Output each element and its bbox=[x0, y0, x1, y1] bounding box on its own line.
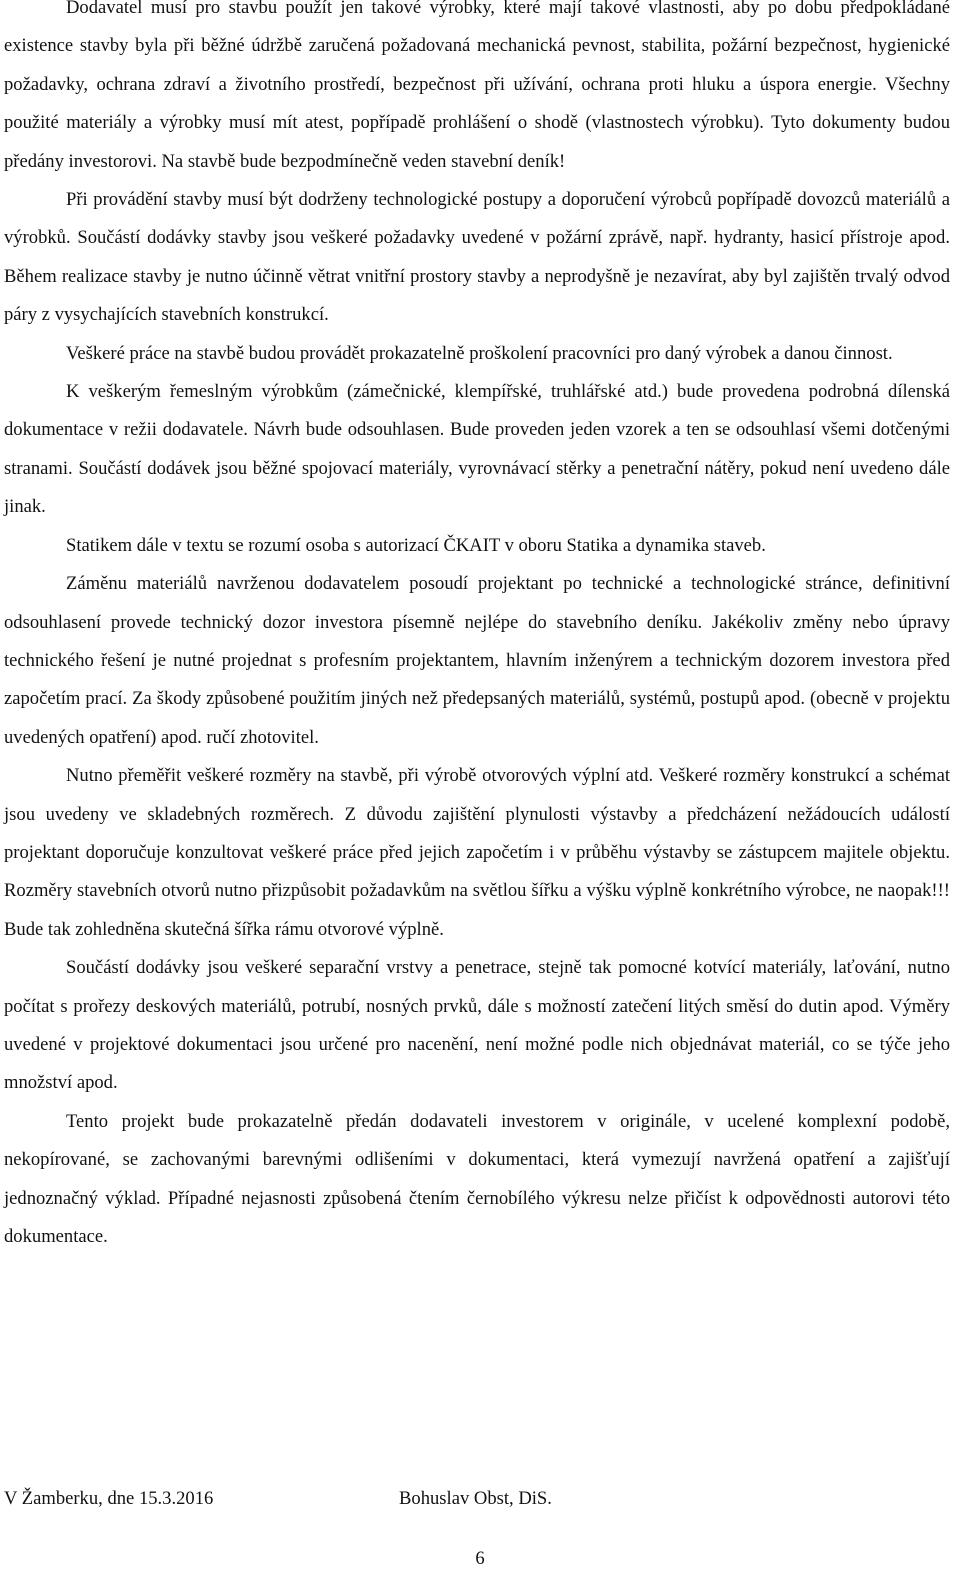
signature-row bbox=[4, 1482, 950, 1516]
paragraph-statics-definition: Statikem dále v textu se rozumí osoba s autorizací ČKAIT v oboru Statika a dynamika staveb. bbox=[66, 534, 766, 556]
paragraph-project-handover: Tento projekt bude prokazatelně předán dodavateli investorem v originále, v ucelené komplexní podobě, nekopírované, se zachovanými barevnými odlišeními v dokumentaci, která vymezují navržená opatření a zajišťují jednoznačný výklad. Případné nejasnosti způsobená čtením černobílého výkresu nelze přičíst k odpovědnosti autorovi této dokumentace. bbox=[4, 1110, 950, 1247]
place-and-date: V Žamberku, dne 15.3.2016 bbox=[4, 1488, 214, 1509]
author-name: Bohuslav Obst, DiS. bbox=[399, 1488, 552, 1509]
paragraph-trained-workers: Veškeré práce na stavbě budou provádět prokazatelně proškolení pracovníci pro daný výrobek a danou činnost. bbox=[66, 342, 893, 364]
page-number: 6 bbox=[475, 1548, 485, 1569]
paragraph-materials-requirements: Dodavatel musí pro stavbu použít jen takové výrobky, které mají takové vlastnosti, aby po dobu předpokládané existence stavby byla při běžné údržbě zaručená požadovaná mechanická pevnost, stabilita, požární bezpečnost, hygienické požadavky, ochrana zdraví a životního prostředí, bezpečnost při užívání, ochrana proti hluku a úspora energie. Všechny použité materiály a výrobky musí mít atest, popřípadě prohlášení o shodě (vlastnostech výrobku). Tyto dokumenty budou předány investorovi. Na stavbě bude bezpodmínečně veden stavební deník! bbox=[4, 0, 950, 172]
paragraph-separation-layers: Součástí dodávky jsou veškeré separační vrstvy a penetrace, stejně tak pomocné kotvící materiály, laťování, nutno počítat s prořezy deskových materiálů, potrubí, nosných prvků, dále s možností zatečení litých směsí do dutin apod. Výměry uvedené v projektové dokumentaci jsou určené pro nacenění, není možné podle nich objednávat materiál, co se týče jeho množství apod. bbox=[4, 957, 950, 1094]
paragraph-workshop-documentation: K veškerým řemeslným výrobkům (zámečnické, klempířské, truhlářské atd.) bude provedena podrobná dílenská dokumentace v režii dodavatele. Návrh bude odsouhlasen. Bude proveden jeden vzorek a ten se odsouhlasí všemi dotčenými stranami. Součástí dodávek jsou běžné spojovací materiály, vyrovnávací stěrky a penetrační nátěry, pokud není uvedeno dále jinak. bbox=[4, 381, 950, 518]
paragraph-dimension-verification: Nutno přeměřit veškeré rozměry na stavbě, při výrobě otvorových výplní atd. Veškeré rozměry konstrukcí a schémat jsou uvedeny ve skladebných rozměrech. Z důvodu zajištění plynulosti výstavby a předcházení nežádoucích událostí projektant doporučuje konzultovat veškeré práce před jejich započetím i v průběhu výstavby se zástupcem majitele objektu. Rozměry stavebních otvorů nutno přizpůsobit požadavkům na světlou šířku a výšku výplně konkrétního výrobce, ne naopak!!! Bude tak zohledněna skutečná šířka rámu otvorové výplně. bbox=[4, 765, 950, 940]
paragraph-technological-procedures: Při provádění stavby musí být dodrženy technologické postupy a doporučení výrobců popřípadě dovozců materiálů a výrobků. Součástí dodávky stavby jsou veškeré požadavky uvedené v požární zprávě, např. hydranty, hasicí přístroje apod. Během realizace stavby je nutno účinně větrat vnitřní prostory stavby a neprodyšně je nezavírat, aby byl zajištěn trvalý odvod páry z vysychajících stavebních konstrukcí. bbox=[4, 189, 950, 326]
paragraph-material-substitution: Záměnu materiálů navrženou dodavatelem posoudí projektant po technické a technologické stránce, definitivní odsouhlasení provede technický dozor investora písemně nejlépe do stavebního deníku. Jakékoliv změny nebo úpravy technického řešení je nutné projednat s profesním projektantem, hlavním inženýrem a technickým dozorem investora před započetím prací. Za škody způsobené použitím jiných než předepsaných materiálů, systémů, postupů apod. (obecně v projektu uvedených opatření) apod. ručí zhotovitel. bbox=[4, 573, 950, 748]
document-body bbox=[4, 0, 950, 1256]
